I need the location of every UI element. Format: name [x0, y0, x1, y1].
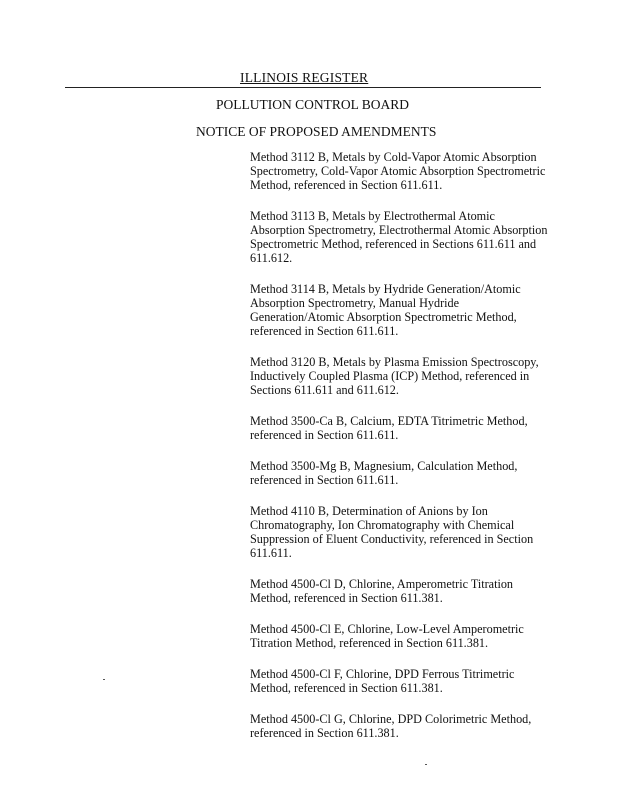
method-entry: Method 4110 B, Determination of Anions by Ion Chromatography, Ion Chromatography with Chemical Suppression of Eluent Conductivity, referenced in Section 611.611. [250, 504, 534, 560]
method-entry: Method 4500-Cl F, Chlorine, DPD Ferrous Titrimetric Method, referenced in Section 611.381. [250, 667, 515, 695]
method-entry: Method 4500-Cl G, Chlorine, DPD Colorimetric Method, referenced in Section 611.381. [250, 712, 532, 740]
method-entry: Method 4500-Cl D, Chlorine, Amperometric Titration Method, referenced in Section 611.381. [250, 577, 514, 605]
method-entry: Method 3114 B, Metals by Hydride Generation/Atomic Absorption Spectrometry, Manual Hydride Generation/Atomic Absorption Spectrometric Method, referenced in Section 611.611. [250, 282, 521, 338]
board-title: POLLUTION CONTROL BOARD [216, 97, 409, 112]
method-entry: Method 3500-Mg B, Magnesium, Calculation Method, referenced in Section 611.611. [250, 459, 518, 487]
notice-title: NOTICE OF PROPOSED AMENDMENTS [196, 124, 437, 139]
method-entry: Method 3112 B, Metals by Cold-Vapor Atomic Absorption Spectrometry, Cold-Vapor Atomic Absorption Spectrometric Method, referenced in Section 611.611. [250, 150, 546, 192]
scan-speck [103, 679, 105, 680]
register-title: ILLINOIS REGISTER [240, 70, 369, 85]
method-entry: Method 4500-Cl E, Chlorine, Low-Level Amperometric Titration Method, referenced in Section 611.381. [250, 622, 524, 650]
header-rule [65, 87, 541, 88]
method-entry: Method 3120 B, Metals by Plasma Emission Spectroscopy, Inductively Coupled Plasma (ICP) Method, referenced in Sections 611.611 and 611.612. [250, 355, 539, 397]
method-entry: Method 3500-Ca B, Calcium, EDTA Titrimetric Method, referenced in Section 611.611. [250, 414, 528, 442]
scan-speck [425, 764, 427, 765]
method-entry: Method 3113 B, Metals by Electrothermal Atomic Absorption Spectrometry, Electrothermal Atomic Absorption Spectrometric Method, referenced in Sections 611.611 and 611.612. [250, 209, 548, 265]
method-list [250, 150, 550, 757]
